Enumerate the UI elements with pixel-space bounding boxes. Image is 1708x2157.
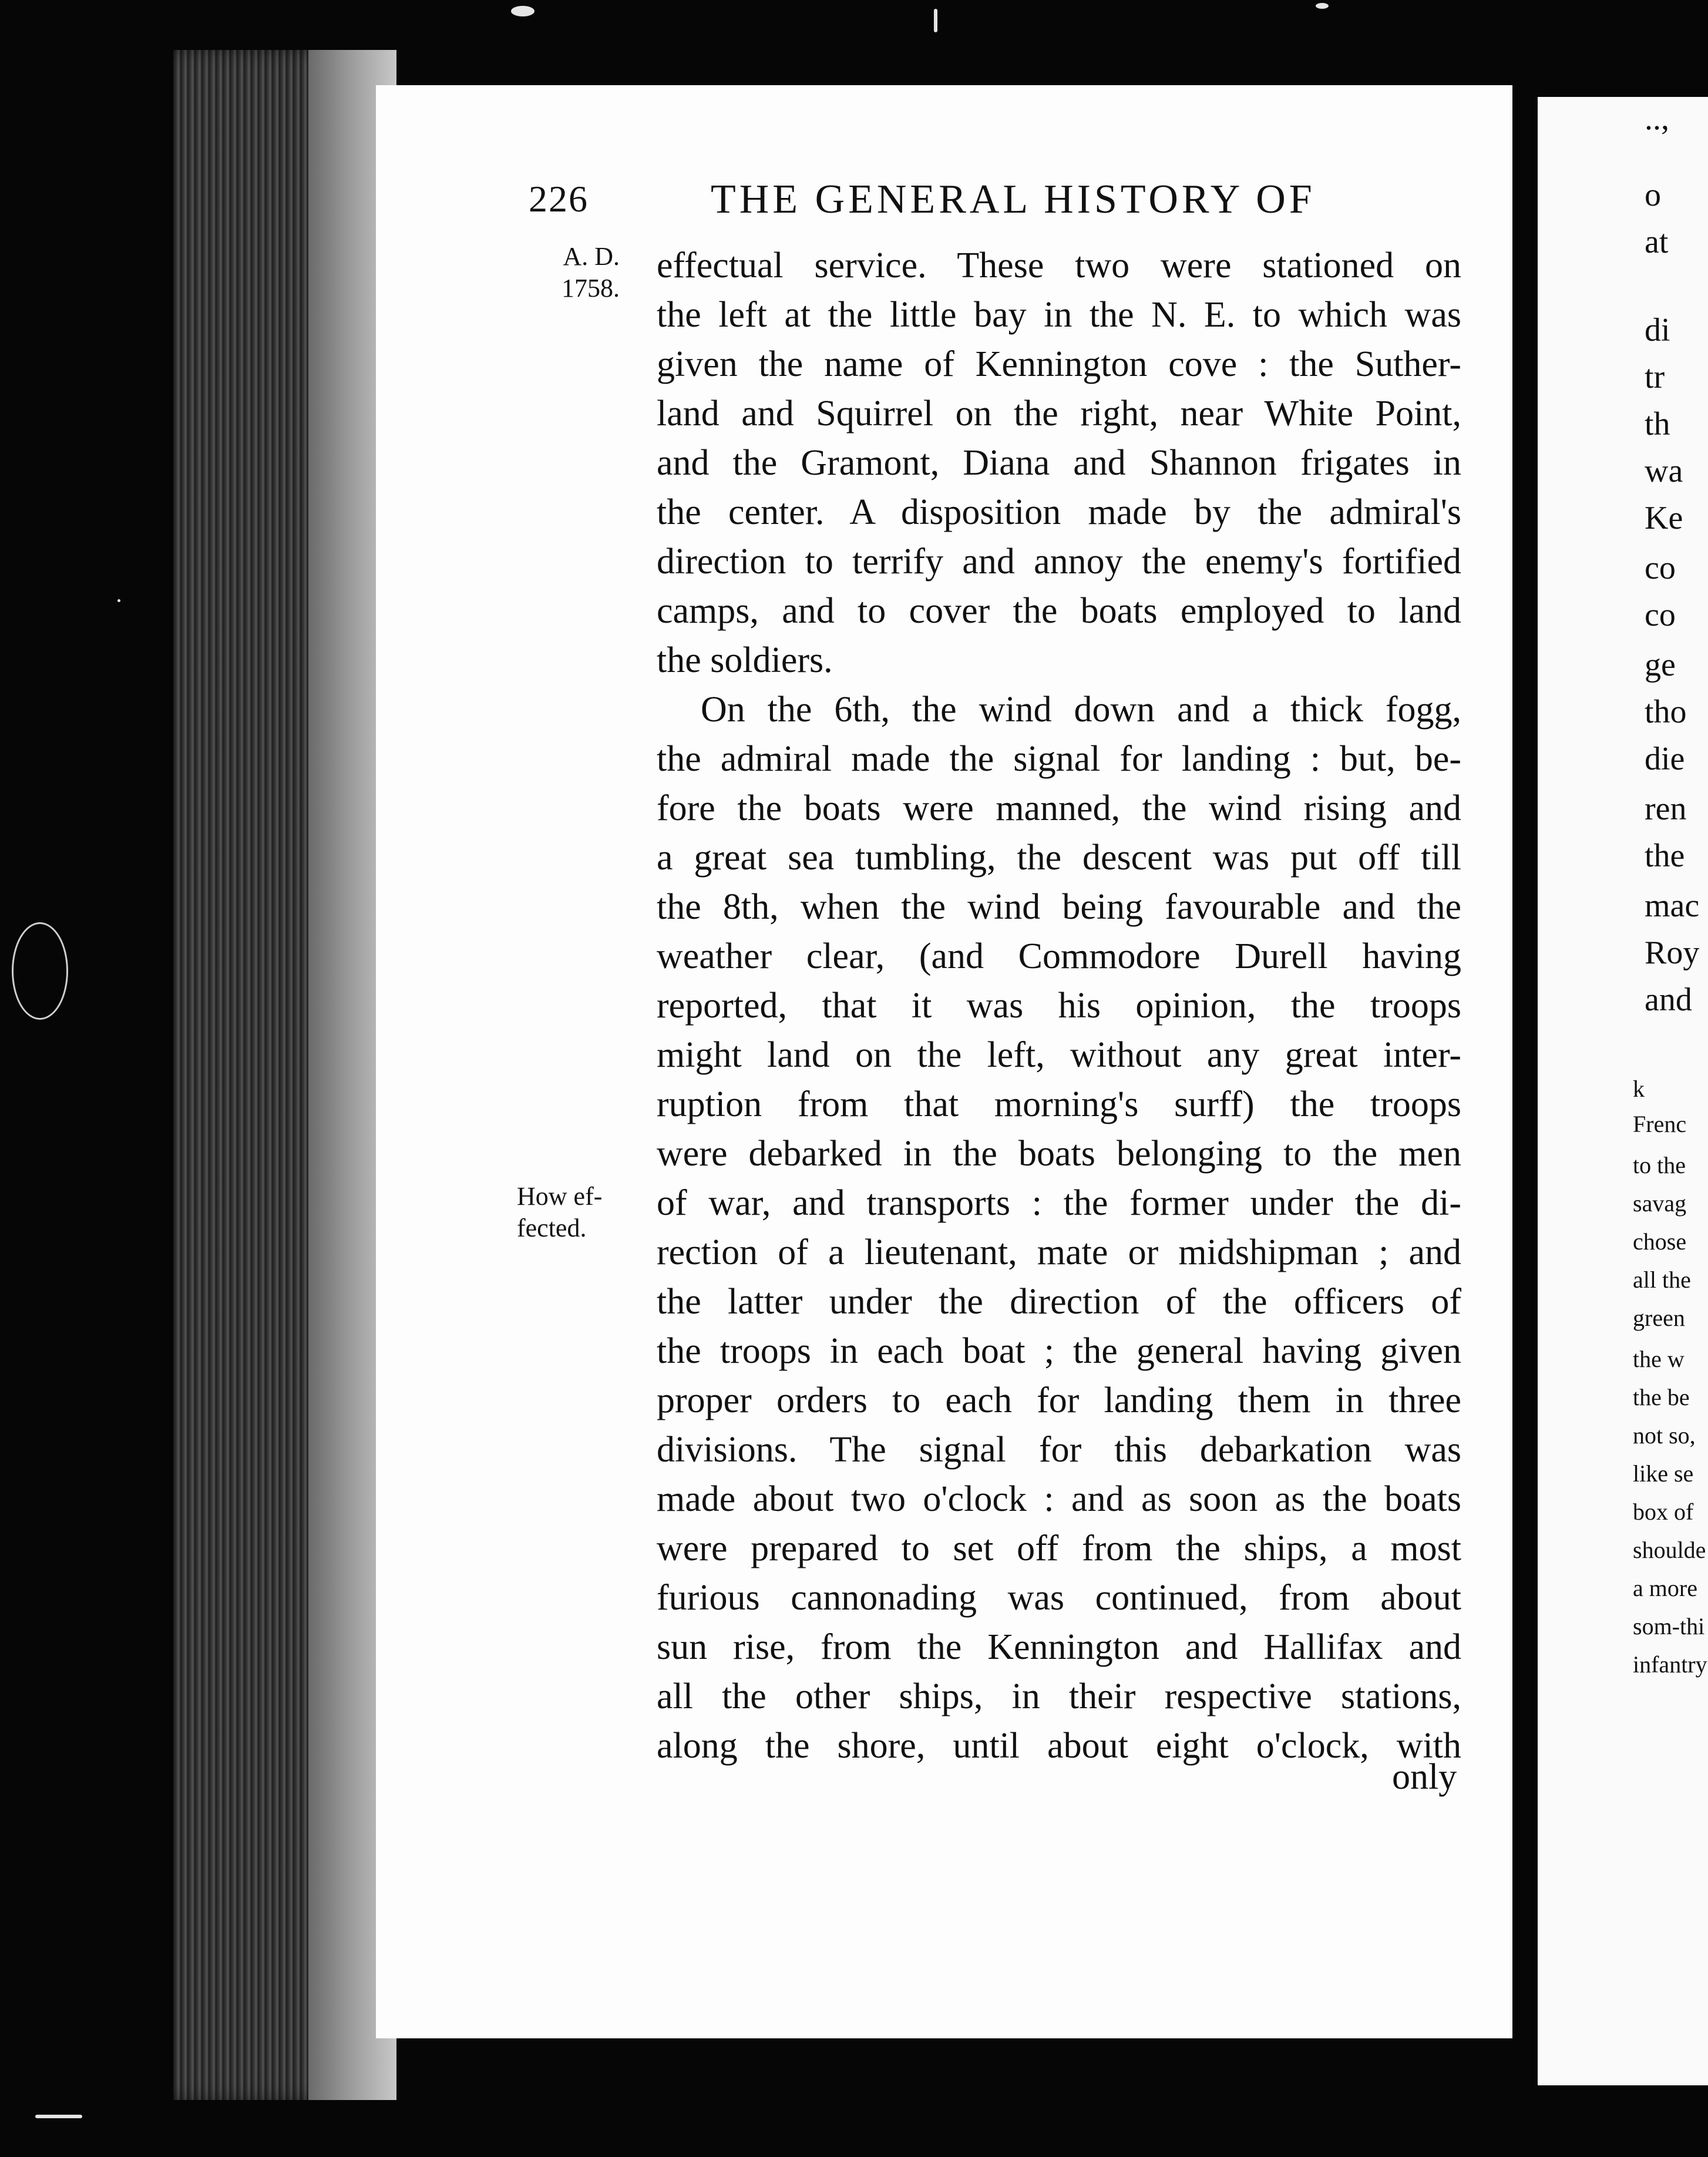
- year-margin-note: [540, 241, 620, 304]
- facing-page-fragment: infantry: [1633, 1651, 1707, 1678]
- text-line: furious cannonading was continued, from about: [657, 1578, 1461, 1618]
- text-line: camps, and to cover the boats employed to land: [657, 591, 1461, 631]
- scan-speck: [511, 6, 534, 16]
- facing-page-fragment: tho: [1645, 694, 1687, 730]
- text-line: made about two o'clock : and as soon as the boats: [657, 1479, 1461, 1519]
- facing-page-fragment: savag: [1633, 1190, 1687, 1217]
- facing-page-fragment: di: [1645, 312, 1670, 348]
- book-page-edges: [173, 50, 396, 2100]
- page-header: [529, 177, 1462, 224]
- sidenote-line: fected.: [517, 1214, 587, 1242]
- facing-page-fragment: som-thi: [1633, 1613, 1705, 1639]
- text-line: reported, that it was his opinion, the troops: [657, 986, 1461, 1026]
- facing-page-fragment: th: [1645, 406, 1670, 442]
- text-line: proper orders to each for landing them in three: [657, 1380, 1461, 1420]
- text-line: land and Squirrel on the right, near White Point,: [657, 394, 1461, 434]
- text-line: the center. A disposition made by the admiral's: [657, 492, 1461, 532]
- facing-page-fragment: co: [1645, 597, 1676, 633]
- facing-page-fragment: mac: [1645, 888, 1700, 924]
- text-line: the latter under the direction of the officers of: [657, 1282, 1461, 1322]
- text-line: divisions. The signal for this debarkation was: [657, 1430, 1461, 1470]
- catchword: only: [1392, 1757, 1457, 1797]
- facing-page-fragment: to the: [1633, 1152, 1686, 1178]
- facing-page-fragment: co: [1645, 550, 1676, 586]
- scan-speck: [35, 2115, 82, 2118]
- text-line: of war, and transports : the former under the di-: [657, 1183, 1461, 1223]
- year-label: A. D.: [563, 242, 620, 271]
- text-line: direction to terrify and annoy the enemy's fortified: [657, 542, 1461, 582]
- facing-page-fragment: at: [1645, 224, 1669, 260]
- facing-page-fragment: ge: [1645, 647, 1676, 683]
- facing-page-text: [1633, 94, 1708, 2032]
- running-title: THE GENERAL HISTORY OF: [711, 177, 1316, 222]
- text-line: rection of a lieutenant, mate or midshipman ; and: [657, 1232, 1461, 1272]
- scan-speck: [1316, 3, 1329, 9]
- facing-page-fragment: shoulde: [1633, 1537, 1706, 1563]
- facing-page-fragment: a more: [1633, 1575, 1697, 1601]
- facing-page-fragment: k: [1633, 1076, 1645, 1102]
- facing-page-fragment: Frenc: [1633, 1111, 1687, 1137]
- facing-page-fragment: ren: [1645, 791, 1687, 827]
- facing-page-fragment: die: [1645, 741, 1685, 777]
- text-line: all the other ships, in their respective stations,: [657, 1676, 1461, 1716]
- text-line: were debarked in the boats belonging to the men: [657, 1134, 1461, 1174]
- text-line: On the 6th, the wind down and a thick fogg,: [701, 690, 1461, 730]
- facing-page-fragment: chose: [1633, 1228, 1687, 1255]
- text-line: given the name of Kennington cove : the Suther-: [657, 344, 1461, 384]
- facing-page-fragment: and: [1645, 982, 1692, 1018]
- facing-page-fragment: like se: [1633, 1460, 1694, 1487]
- text-line: the 8th, when the wind being favourable and the: [657, 887, 1461, 927]
- text-line: and the Gramont, Diana and Shannon frigates in: [657, 443, 1461, 483]
- text-line: effectual service. These two were stationed on: [657, 246, 1461, 285]
- facing-page-fragment: Roy: [1645, 935, 1700, 971]
- text-line: along the shore, until about eight o'clock, with: [657, 1726, 1461, 1766]
- text-line: were prepared to set off from the ships, a most: [657, 1528, 1461, 1568]
- text-line: might land on the left, without any great inter-: [657, 1035, 1461, 1075]
- body-text: [657, 241, 1461, 1770]
- text-line: the soldiers.: [657, 640, 833, 680]
- scan-speck: [117, 599, 120, 602]
- text-line: the admiral made the signal for landing : but, be-: [657, 739, 1461, 779]
- sidenote: [517, 1181, 617, 1244]
- facing-page-fragment: the w: [1633, 1346, 1685, 1372]
- text-line: sun rise, from the Kennington and Hallifax and: [657, 1627, 1461, 1667]
- facing-page-fragment: box of: [1633, 1499, 1694, 1525]
- scan-speck: [12, 922, 68, 1020]
- text-line: ruption from that morning's surff) the troops: [657, 1084, 1461, 1124]
- facing-page-fragment: not so,: [1633, 1422, 1696, 1449]
- sidenote-line: How ef-: [517, 1182, 603, 1211]
- facing-page-fragment: the: [1645, 838, 1685, 874]
- facing-page-fragment: ..,: [1645, 100, 1669, 137]
- facing-page-fragment: wa: [1645, 453, 1683, 489]
- facing-page-fragment: green: [1633, 1305, 1685, 1331]
- text-line: weather clear, (and Commodore Durell having: [657, 936, 1461, 976]
- text-line: the troops in each boat ; the general having given: [657, 1331, 1461, 1371]
- facing-page-fragment: Ke: [1645, 500, 1683, 536]
- facing-page-fragment: the be: [1633, 1384, 1690, 1410]
- scan-speck: [934, 9, 937, 32]
- year-value: 1758.: [562, 274, 620, 303]
- text-line: the left at the little bay in the N. E. to which was: [657, 295, 1461, 335]
- text-line: fore the boats were manned, the wind rising and: [657, 788, 1461, 828]
- page-number: 226: [529, 178, 589, 220]
- facing-page-fragment: all the: [1633, 1266, 1691, 1293]
- facing-page-fragment: o: [1645, 177, 1661, 213]
- facing-page-fragment: tr: [1645, 359, 1665, 395]
- text-line: a great sea tumbling, the descent was put off till: [657, 838, 1461, 878]
